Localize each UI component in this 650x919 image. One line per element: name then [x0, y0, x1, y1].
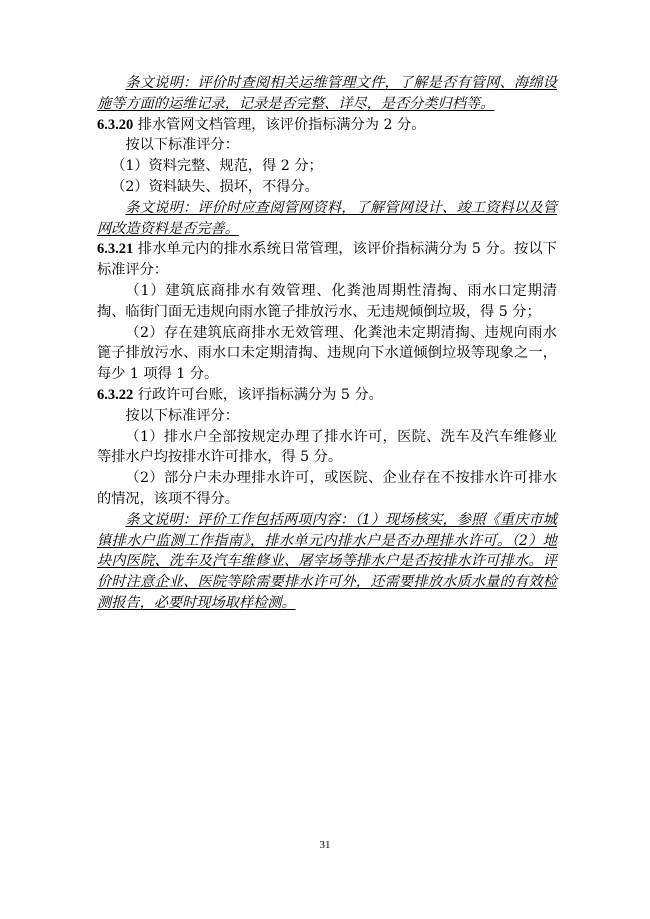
- page-number: 31: [319, 839, 331, 851]
- clause-6-3-21: [97, 239, 557, 281]
- note-6-3-20: 条文说明：评价时应查阅管网资料，了解管网设计、竣工资料以及管网改造资料是否完善。: [97, 199, 557, 237]
- clause-6-3-22: [97, 385, 557, 406]
- scoring-intro: 按以下标准评分：: [125, 407, 239, 424]
- clause-number: 6.3.20: [97, 116, 134, 133]
- note-6-3-19: 条文说明：评价时查阅相关运维管理文件，了解是否有管网、海绵设施等方面的运维记录，记录是否完整、详尽，是否分类归档等。: [97, 75, 557, 112]
- scoring-item-1: （1）建筑底商排水有效管理、化粪池周期性清掏、雨水口定期清掏、临街门面无违规向雨水篦子排放污水、无违规倾倒垃圾，得 5 分；: [97, 282, 557, 320]
- clause-text: 排水管网文档管理，该评价指标满分为 2 分。: [137, 116, 426, 133]
- scoring-item-1: （1）资料完整、规范，得 2 分；: [111, 158, 323, 175]
- clause-text: 排水单元内的排水系统日常管理，该评价指标满分为 5 分。按以下标准评分：: [97, 241, 557, 279]
- document-body: [97, 73, 557, 614]
- clause-number: 6.3.21: [97, 241, 134, 258]
- scoring-item-1: （1）排水户全部按规定办理了排水许可，医院、洗车及汽车维修业等排水户均按排水许可排水，得 5 分。: [97, 428, 557, 466]
- clause-number: 6.3.22: [97, 386, 134, 403]
- scoring-item-2: （2）资料缺失、损坏，不得分。: [111, 178, 319, 195]
- scoring-item-2: （2）存在建筑底商排水无效管理、化粪池未定期清掏、违规向雨水篦子排放污水、雨水口未定期清掏、违规向下水道倾倒垃圾等现象之一，每少 1 项得 1 分。: [97, 324, 557, 383]
- clause-text: 行政许可台账，该评指标满分为 5 分。: [137, 386, 383, 403]
- scoring-intro: 按以下标准评分：: [125, 137, 239, 154]
- scoring-item-2: （2）部分户未办理排水许可，或医院、企业存在不按排水许可排水的情况，该项不得分。: [97, 470, 557, 507]
- clause-6-3-20: [97, 115, 557, 136]
- note-6-3-22: 条文说明：评价工作包括两项内容：（1）现场核实，参照《重庆市城镇排水户监测工作指南》，排水单元内排水户是否办理排水许可。（2）地块内医院、洗车及汽车维修业、屠宰场等排水户是否按排水许可排水。评价时注意企业、医院等除需要排水许可外，还需要排放水质水量的有效检测报告，必要时现场取样检测。: [97, 511, 557, 611]
